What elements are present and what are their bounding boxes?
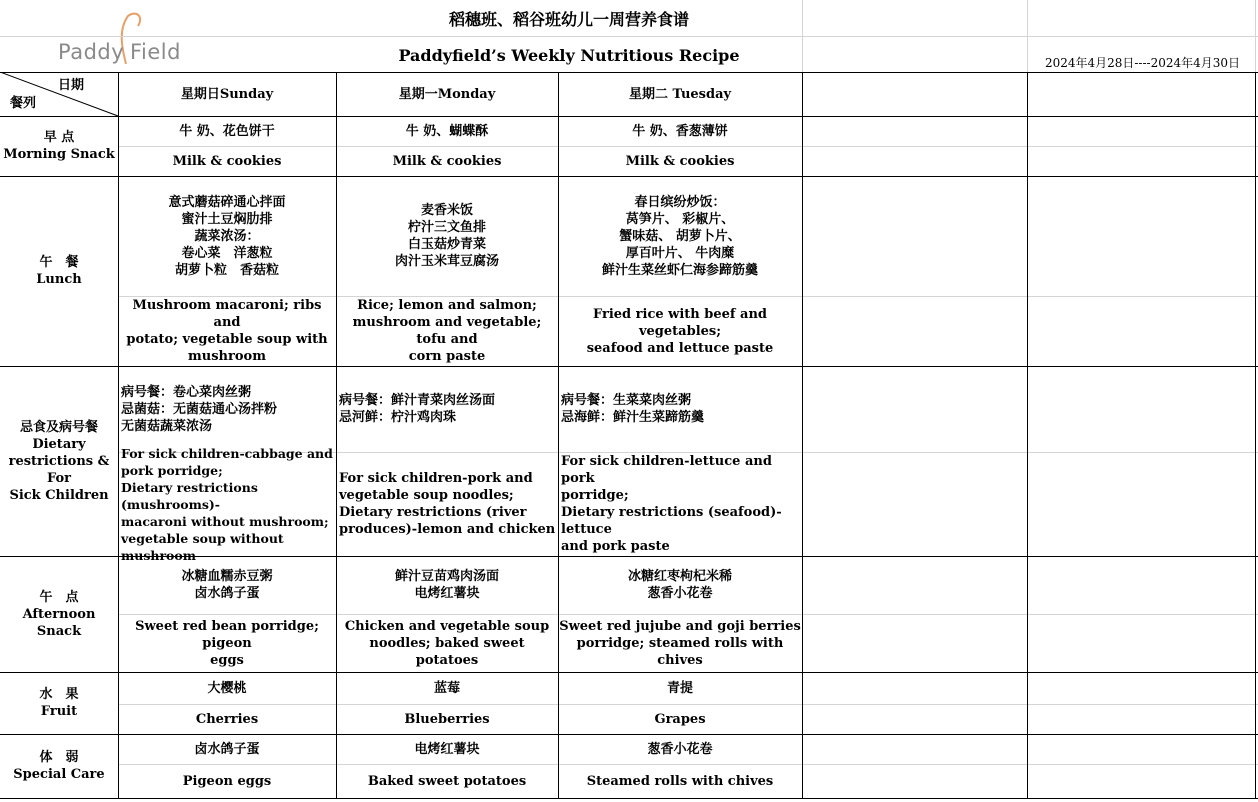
menu-cell-cn: 电烤红薯块	[414, 741, 480, 757]
row-label-lunch: 午 餐 Lunch	[36, 255, 82, 287]
menu-cell-cn: 冰糖血糯赤豆粥 卤水鸽子蛋	[181, 569, 273, 601]
page-title-cn: 稻穗班、稻谷班幼儿一周营养食谱	[448, 9, 689, 29]
menu-cell-en: Chicken and vegetable soup noodles; baked sweet potatoes	[344, 618, 550, 668]
menu-cell-cn: 青提	[666, 680, 693, 696]
menu-cell-cn: 鲜汁豆苗鸡肉汤面 电烤红薯块	[394, 569, 499, 601]
logo-word-field: Field	[130, 40, 181, 64]
menu-cell-en: Sweet red bean porridge; pigeon eggs	[135, 618, 319, 668]
menu-cell-en: Milk & cookies	[625, 153, 735, 169]
menu-cell-cn: 卤水鸽子蛋	[194, 741, 260, 757]
menu-cell-en: Rice; lemon and salmon; mushroom and vegetable; tofu and corn paste	[352, 298, 542, 364]
menu-cell-cn: 蓝莓	[433, 680, 460, 696]
menu-cell-en: Steamed rolls with chives	[586, 773, 774, 789]
row-label-afternoon-snack: 午 点 Afternoon Snack	[22, 589, 96, 639]
logo-word-paddy: Paddy	[58, 40, 125, 64]
menu-cell-cn: 病号餐：生菜菜肉丝粥 忌海鲜：鲜汁生菜蹄筋羹	[561, 393, 705, 425]
menu-cell-en: Baked sweet potatoes	[367, 773, 527, 789]
menu-cell-en: Fried rice with beef and vegetables; seafood and lettuce paste	[586, 306, 774, 356]
day-header-sunday: 星期日Sunday	[180, 86, 274, 102]
menu-cell-en: Cherries	[195, 711, 259, 727]
menu-cell-cn: 病号餐：卷心菜肉丝粥 忌菌菇：无菌菇通心汤拌粉 无菌菇蔬菜浓汤	[121, 384, 278, 434]
menu-cell-en: Milk & cookies	[172, 153, 282, 169]
corner-label-meal: 餐列	[10, 96, 37, 111]
menu-cell-cn: 春日缤纷炒饭： 莴笋片、 彩椒片、 蟹味菇、 胡萝卜片、 厚百叶片、 牛肉糜 鲜汁生菜丝虾仁海参蹄筋羹	[601, 194, 758, 278]
menu-cell-cn: 冰糖红枣枸杞米稀 葱香小花卷	[627, 569, 732, 601]
day-header-monday: 星期一Monday	[398, 86, 496, 102]
paddyfield-logo	[52, 8, 192, 70]
menu-cell-cn: 大樱桃	[207, 680, 247, 696]
date-range: 2024年4月28日----2024年4月30日	[1044, 55, 1241, 70]
menu-cell-en: Grapes	[654, 711, 706, 727]
menu-cell-en: For sick children-lettuce and pork porridge; Dietary restrictions (seafood)-lettuce and pork paste	[561, 454, 782, 554]
menu-cell-en: For sick children-pork and vegetable soup noodles; Dietary restrictions (river produces)-lemon and chicken	[339, 471, 556, 537]
menu-cell-en: Sweet red jujube and goji berries porridge; steamed rolls with chives	[559, 618, 801, 668]
menu-cell-cn: 意式蘑菇碎通心拌面 蜜汁土豆焖肋排 蔬菜浓汤： 卷心菜 洋葱粒 胡萝卜粒 香菇粒	[168, 194, 286, 278]
menu-cell-cn: 牛 奶、香葱薄饼	[632, 123, 728, 139]
menu-cell-en: Pigeon eggs	[182, 773, 272, 789]
menu-cell-cn: 葱香小花卷	[647, 741, 713, 757]
menu-cell-en: Blueberries	[404, 711, 490, 727]
row-label-morning-snack: 早 点 Morning Snack	[3, 130, 115, 162]
menu-cell-en: For sick children-cabbage and pork porridge; Dietary restrictions (mushrooms)- macaroni without mushroom; vegetable soup without mushroom	[121, 445, 333, 563]
menu-cell-cn: 牛 奶、花色饼干	[179, 123, 275, 139]
row-label-special-care: 体 弱 Special Care	[13, 750, 105, 782]
page-title-en: Paddyfield’s Weekly Nutritious Recipe	[398, 45, 740, 65]
row-label-fruit: 水 果 Fruit	[39, 687, 79, 719]
menu-cell-cn: 麦香米饭 柠汁三文鱼排 白玉菇炒青菜 肉汁玉米茸豆腐汤	[394, 203, 499, 269]
menu-cell-cn: 牛 奶、蝴蝶酥	[405, 123, 489, 139]
day-header-tuesday: 星期二 Tuesday	[628, 86, 732, 102]
menu-cell-cn: 病号餐：鲜汁青菜肉丝汤面 忌河鲜：柠汁鸡肉珠	[339, 393, 496, 425]
menu-cell-en: Milk & cookies	[392, 153, 502, 169]
corner-label-date: 日期	[58, 78, 85, 93]
menu-cell-en: Mushroom macaroni; ribs and potato; vegetable soup with mushroom	[126, 298, 328, 364]
row-label-dietary: 忌食及病号餐 Dietary restrictions & For Sick Children	[8, 419, 110, 503]
